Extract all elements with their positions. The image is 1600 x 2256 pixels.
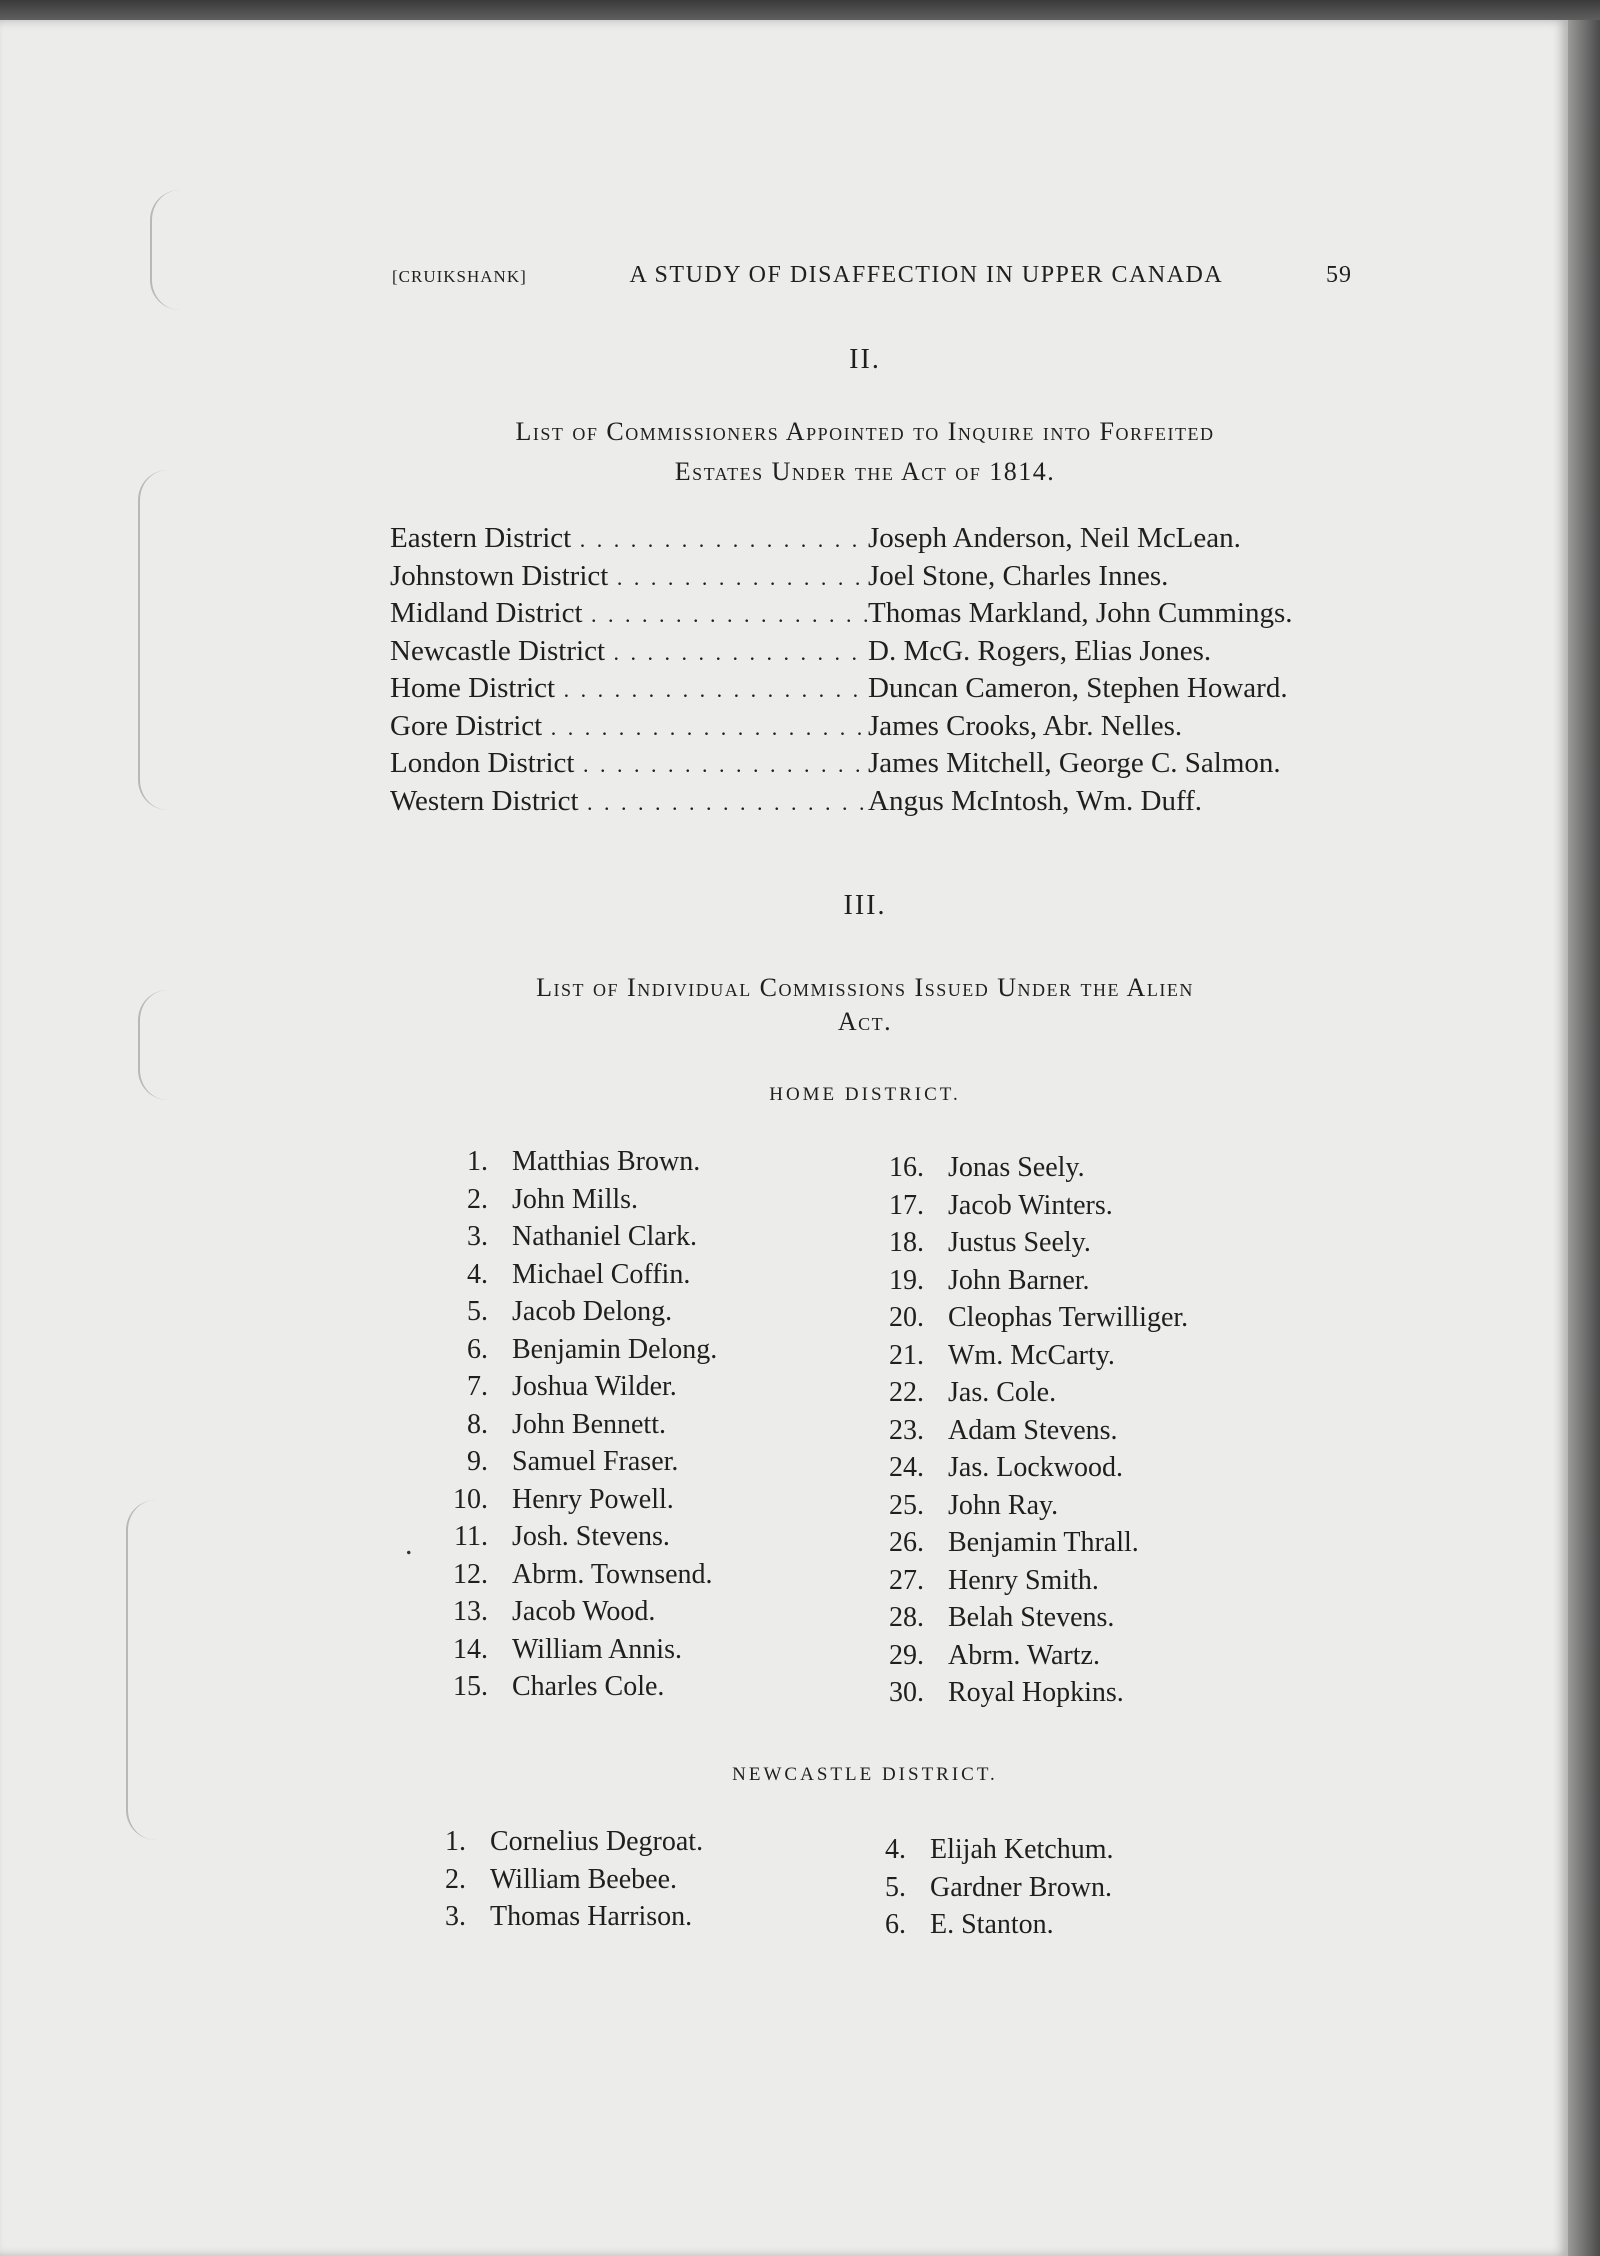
- print-speck: .: [405, 1528, 413, 1561]
- list-item-name: John Barner.: [948, 1264, 1090, 1296]
- commissioner-names: D. McG. Rogers, Elias Jones.: [868, 634, 1212, 667]
- list-item-name: William Beebee.: [490, 1863, 678, 1895]
- list-item: [440, 1146, 717, 1184]
- list-item-number: 26.: [889, 1527, 924, 1558]
- list-item-number: 13.: [453, 1596, 488, 1627]
- list-item: [876, 1677, 1188, 1715]
- newcastle-district-list-left: [418, 1826, 703, 1939]
- newcastle-district-list-right: [858, 1834, 1114, 1947]
- binding-mark: [126, 1500, 188, 1840]
- list-item: [440, 1634, 717, 1672]
- list-item: [440, 1184, 717, 1222]
- district-name: London District . . .: [390, 747, 868, 780]
- list-item-number: 2.: [467, 1183, 488, 1215]
- list-item-name: Wm. McCarty.: [948, 1339, 1115, 1371]
- list-item-name: Benjamin Thrall.: [948, 1527, 1139, 1558]
- list-item: [876, 1340, 1188, 1378]
- district-name: Midland District . . .: [390, 597, 868, 630]
- list-item-number: 3.: [467, 1221, 488, 1252]
- newcastle-district-heading: NEWCASTLE DISTRICT.: [732, 1764, 998, 1785]
- commissioner-names: Joel Stone, Charles Innes.: [868, 559, 1169, 592]
- list-item-number: 27.: [889, 1564, 924, 1596]
- commissioner-names: Angus McIntosh, Wm. Duff.: [868, 784, 1203, 817]
- list-item: [876, 1190, 1188, 1228]
- list-item: [876, 1490, 1188, 1528]
- list-item-name: Justus Seely.: [948, 1227, 1091, 1258]
- district-name: Home District . . .: [390, 672, 868, 705]
- list-item-name: Benjamin Delong.: [512, 1333, 718, 1365]
- list-item-name: Jonas Seely.: [948, 1152, 1085, 1183]
- commissioner-row: [390, 710, 1350, 748]
- commissioner-row: [390, 635, 1350, 673]
- list-item: [440, 1334, 717, 1372]
- home-district-heading: HOME DISTRICT.: [769, 1084, 961, 1105]
- list-item: [440, 1296, 717, 1334]
- list-item: [858, 1872, 1114, 1910]
- district-name: Western District . . .: [390, 785, 868, 818]
- list-item-number: 24.: [889, 1452, 924, 1483]
- list-item: [440, 1671, 717, 1709]
- list-item-number: 30.: [889, 1677, 924, 1708]
- commissioner-names: James Crooks, Abr. Nelles.: [868, 709, 1183, 742]
- list-item-number: 5.: [467, 1296, 488, 1327]
- list-item: [876, 1227, 1188, 1265]
- list-item-number: 25.: [889, 1489, 924, 1521]
- list-item-number: 2.: [445, 1863, 466, 1895]
- list-item-name: Michael Coffin.: [512, 1258, 691, 1290]
- running-head-author: [CRUIKSHANK]: [392, 267, 527, 286]
- commissioner-names: Thomas Markland, John Cummings.: [868, 597, 1293, 629]
- section-2-heading-line1: List of Commissioners Appointed to Inquire into Forfeited: [515, 417, 1215, 446]
- list-item: [858, 1834, 1114, 1872]
- list-item-number: 6.: [885, 1909, 906, 1940]
- home-district-list-left: [440, 1146, 717, 1709]
- list-item-number: 11.: [454, 1521, 488, 1552]
- list-item-name: John Ray.: [948, 1489, 1059, 1521]
- list-item-name: Jacob Delong.: [512, 1296, 673, 1327]
- running-head: [392, 262, 1352, 289]
- list-item-number: 23.: [889, 1414, 924, 1446]
- page-number: 59: [1325, 262, 1352, 288]
- list-item-name: William Annis.: [512, 1633, 682, 1665]
- list-item: [440, 1559, 717, 1597]
- list-item: [440, 1371, 717, 1409]
- list-item-number: 10.: [453, 1483, 488, 1515]
- list-item: [876, 1640, 1188, 1678]
- list-item-number: 7.: [467, 1371, 488, 1402]
- district-name: Gore District . . .: [390, 710, 868, 743]
- list-item-name: John Bennett.: [512, 1408, 666, 1440]
- list-item-number: 18.: [889, 1227, 924, 1258]
- running-head-title: A STUDY OF DISAFFECTION IN UPPER CANADA: [629, 262, 1224, 288]
- list-item: [858, 1909, 1114, 1947]
- section-2-heading-line2: Estates Under the Act of 1814.: [674, 457, 1056, 486]
- section-3-heading-line2: Act.: [837, 1007, 893, 1036]
- list-item-name: Thomas Harrison.: [490, 1901, 693, 1932]
- commissioner-row: [390, 672, 1350, 710]
- list-item-number: 28.: [889, 1602, 924, 1633]
- list-item: [440, 1521, 717, 1559]
- list-item: [876, 1452, 1188, 1490]
- list-item-name: Nathaniel Clark.: [512, 1221, 698, 1252]
- home-district-list-right: [876, 1152, 1188, 1715]
- list-item-name: John Mills.: [512, 1183, 639, 1215]
- commissioner-row: [390, 522, 1350, 560]
- commissioner-row: [390, 560, 1350, 598]
- list-item-name: Belah Stevens.: [948, 1602, 1115, 1633]
- section-2-number: II.: [849, 344, 881, 375]
- commissioner-names: James Mitchell, George C. Salmon.: [868, 747, 1281, 779]
- list-item-name: E. Stanton.: [930, 1909, 1054, 1940]
- list-item: [440, 1221, 717, 1259]
- list-item-name: Samuel Fraser.: [512, 1446, 679, 1477]
- list-item-name: Abrm. Townsend.: [512, 1558, 713, 1590]
- list-item: [440, 1484, 717, 1522]
- list-item: [440, 1259, 717, 1297]
- list-item-number: 29.: [889, 1639, 924, 1671]
- binding-mark: [138, 470, 200, 810]
- list-item-name: Jas. Lockwood.: [948, 1452, 1123, 1483]
- list-item-name: Cornelius Degroat.: [490, 1826, 704, 1857]
- list-item: [876, 1527, 1188, 1565]
- list-item: [418, 1901, 703, 1939]
- list-item-number: 17.: [889, 1189, 924, 1221]
- district-name: Johnstown District . . .: [390, 560, 868, 593]
- list-item-name: Gardner Brown.: [930, 1871, 1112, 1903]
- list-item-number: 20.: [889, 1302, 924, 1333]
- commissioner-row: [390, 747, 1350, 785]
- list-item-number: 21.: [889, 1339, 924, 1371]
- list-item-name: Jacob Winters.: [948, 1189, 1113, 1221]
- section-3-heading-line1: List of Individual Commissions Issued Under the Alien: [536, 973, 1194, 1002]
- list-item: [418, 1864, 703, 1902]
- list-item-number: 19.: [889, 1264, 924, 1296]
- list-item-name: Joshua Wilder.: [512, 1371, 677, 1402]
- list-item-name: Jacob Wood.: [512, 1596, 656, 1627]
- list-item: [440, 1446, 717, 1484]
- list-item-name: Royal Hopkins.: [948, 1677, 1124, 1708]
- list-item-number: 9.: [467, 1446, 488, 1477]
- commissioner-row: [390, 785, 1350, 823]
- list-item-name: Elijah Ketchum.: [930, 1834, 1114, 1865]
- list-item: [876, 1152, 1188, 1190]
- list-item-number: 1.: [445, 1826, 466, 1857]
- district-name: Eastern District . . .: [390, 522, 868, 555]
- list-item-number: 22.: [889, 1377, 924, 1408]
- list-item: [876, 1565, 1188, 1603]
- list-item-number: 4.: [885, 1834, 906, 1865]
- list-item-number: 14.: [453, 1633, 488, 1665]
- binding-mark: [150, 190, 212, 310]
- list-item-number: 15.: [453, 1671, 488, 1702]
- list-item-name: Josh. Stevens.: [512, 1521, 670, 1552]
- list-item-name: Cleophas Terwilliger.: [948, 1302, 1189, 1333]
- list-item: [440, 1596, 717, 1634]
- list-item-name: Charles Cole.: [512, 1671, 665, 1702]
- list-item-number: 4.: [467, 1258, 488, 1290]
- list-item-name: Henry Smith.: [948, 1564, 1099, 1596]
- list-item: [876, 1415, 1188, 1453]
- list-item-number: 1.: [467, 1146, 488, 1177]
- list-item-name: Jas. Cole.: [948, 1377, 1057, 1408]
- list-item: [876, 1377, 1188, 1415]
- commissioners-list: [390, 522, 1350, 822]
- commissioner-row: [390, 597, 1350, 635]
- list-item: [440, 1409, 717, 1447]
- list-item-number: 5.: [885, 1871, 906, 1903]
- list-item: [876, 1265, 1188, 1303]
- list-item-name: Henry Powell.: [512, 1483, 674, 1515]
- commissioner-names: Duncan Cameron, Stephen Howard.: [868, 672, 1288, 704]
- list-item-number: 16.: [889, 1152, 924, 1183]
- list-item-number: 6.: [467, 1333, 488, 1365]
- list-item-name: Adam Stevens.: [948, 1414, 1118, 1446]
- list-item-number: 8.: [467, 1408, 488, 1440]
- commissioner-names: Joseph Anderson, Neil McLean.: [868, 522, 1241, 554]
- list-item: [418, 1826, 703, 1864]
- section-3-number: III.: [843, 890, 887, 921]
- list-item-name: Matthias Brown.: [512, 1146, 701, 1177]
- list-item-number: 3.: [445, 1901, 466, 1932]
- list-item: [876, 1302, 1188, 1340]
- district-name: Newcastle District . . .: [390, 635, 868, 668]
- list-item-name: Abrm. Wartz.: [948, 1639, 1100, 1671]
- list-item-number: 12.: [453, 1558, 488, 1590]
- list-item: [876, 1602, 1188, 1640]
